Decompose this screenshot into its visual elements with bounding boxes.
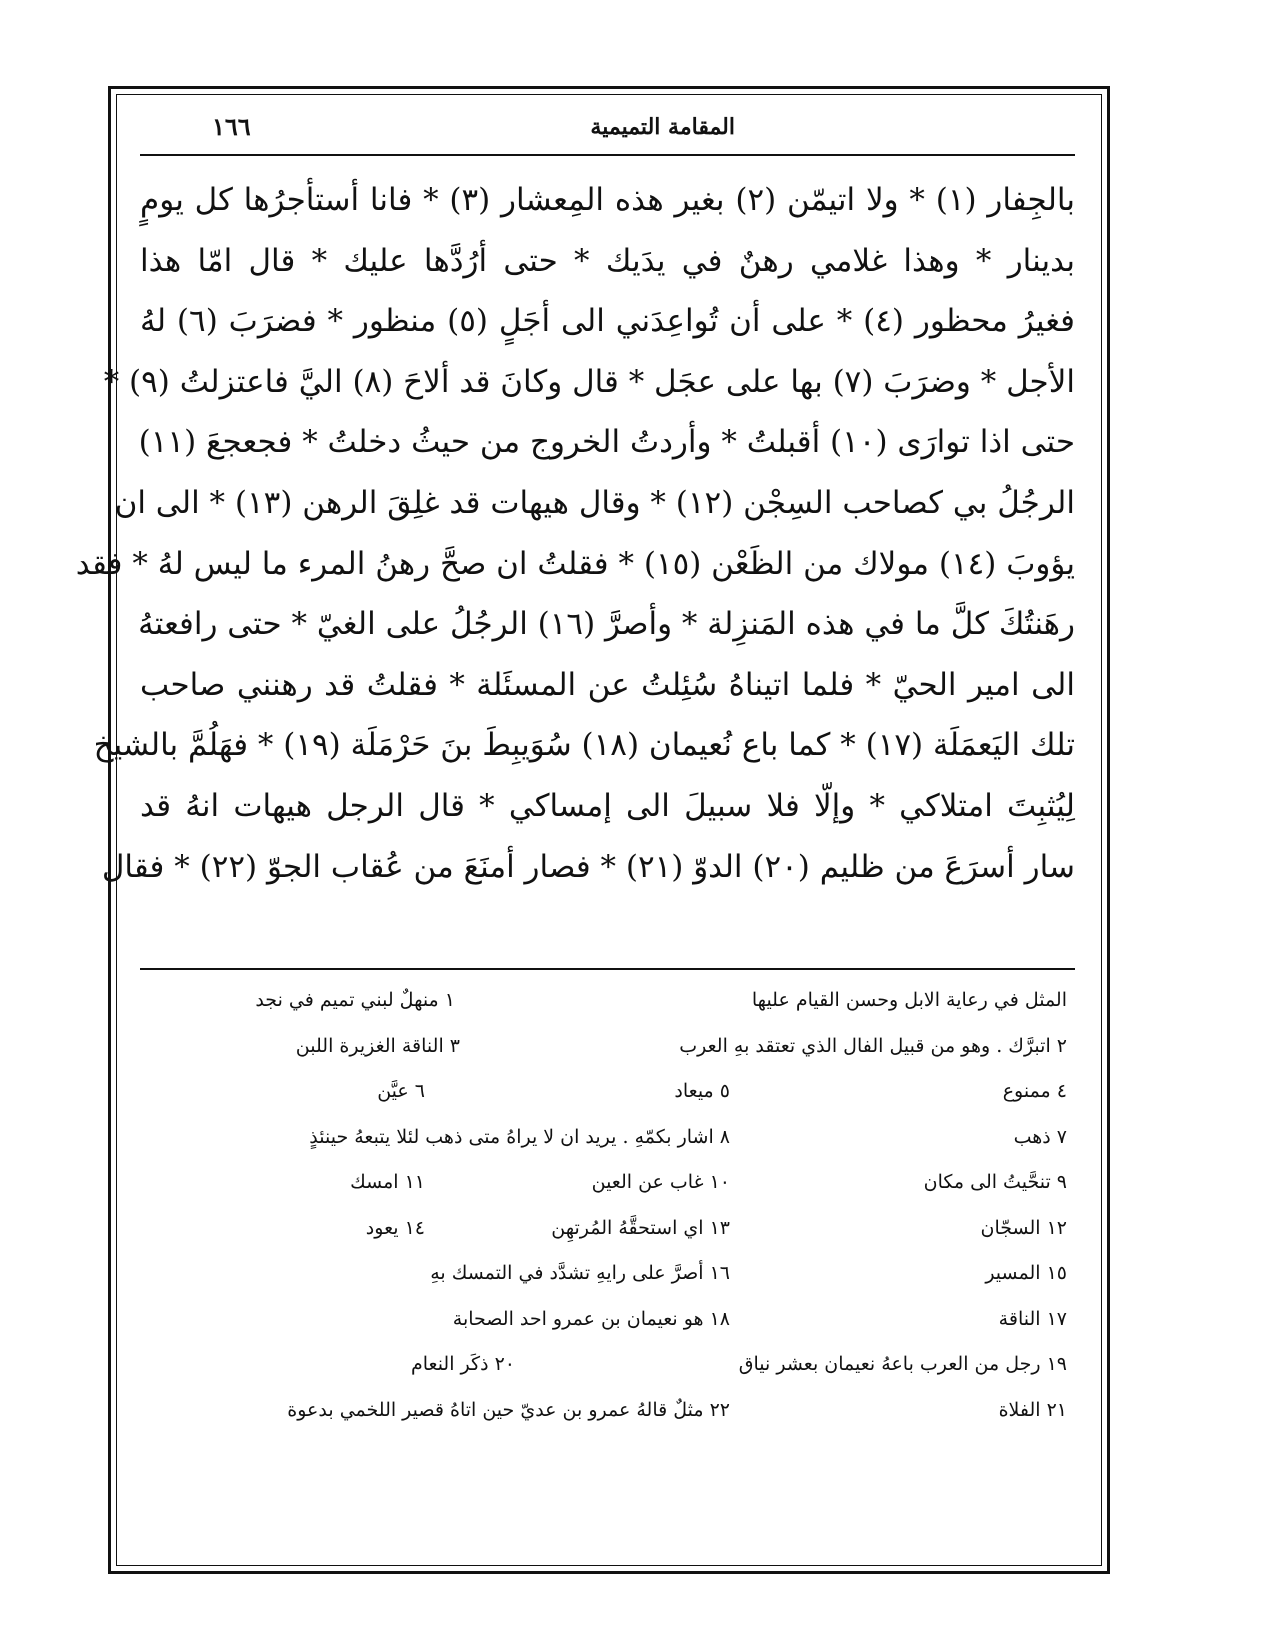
footnote-item: ٣ الناقة الغزيرة اللبن [295, 1034, 460, 1057]
text-line: فغيرُ محظور (٤) * على أن تُواعِدَني الى أجَلٍ (٥) منظور * فضرَبَ (٦) لهُ [140, 303, 1075, 340]
footnote-item: ١٩ رجل من العرب باعهُ نعيمان بعشر نياق [738, 1353, 1067, 1375]
footnotes [140, 978, 1075, 1538]
footnote-item: ٨ اشار بكمّهِ . يريد ان لا يراهُ متى ذهب لئلا يتبعهُ حينئذٍ [309, 1125, 730, 1148]
footnote-item: ٥ ميعاد [674, 1080, 730, 1102]
footnote-item: المثل في رعاية الابل وحسن القيام عليها [751, 989, 1067, 1011]
footnote-item: ١٤ يعود [365, 1216, 425, 1239]
text-line: بالجِفار (١) * ولا اتيمّن (٢) بغير هذه المِعشار (٣) * فانا أستأجرُها كل يومٍ [140, 182, 1075, 218]
footnote-item: ٤ ممنوع [1002, 1080, 1067, 1102]
text-line: يؤوبَ (١٤) مولاك من الظَعْن (١٥) * فقلتُ ان صحَّ رهنُ المرء ما ليس لهُ * فقد [75, 545, 1075, 582]
text-line: بدينار * وهذا غلامي رهنٌ في يدَيك * حتى أرُدَّها عليك * قال امّا هذا [140, 242, 1075, 279]
footnote-item: ١٣ اي استحقَّهُ المُرتهِن [551, 1216, 730, 1239]
page-header [140, 110, 1075, 156]
footnote-item: ١١ امسك [350, 1171, 425, 1193]
text-line: رهَنتُكَ كلَّ ما في هذه المَنزِلة * وأصرَّ (١٦) الرجُلُ على الغيّ * حتى رافعتهُ [138, 606, 1075, 643]
footnote-line [140, 1206, 1075, 1252]
main-text [75, 170, 1075, 958]
footnote-item: ٧ ذهب [1013, 1125, 1067, 1148]
text-line: الرجُلُ بي كصاحب السِجْن (١٢) * وقال هيهات قد غلِقَ الرهن (١٣) * الى ان [114, 484, 1075, 521]
footnote-item: ٢٠ ذكَر النعام [410, 1353, 515, 1375]
footnote-line [140, 1342, 1075, 1388]
footnote-item: ٩ تنحَّيتُ الى مكان [923, 1171, 1067, 1193]
text-line: حتى اذا توارَى (١٠) أقبلتُ * وأردتُ الخروج من حيثُ دخلتُ * فجعجعَ (١١) [138, 424, 1075, 461]
footnote-line [140, 1160, 1075, 1206]
footnote-line [140, 1115, 1075, 1161]
footnote-line [140, 1024, 1075, 1070]
footnote-item: ١٨ هو نعيمان بن عمرو احد الصحابة [452, 1307, 730, 1330]
text-line: الأجل * وضرَبَ (٧) بها على عجَل * قال وكانَ قد ألاحَ (٨) اليَّ فاعتزلتُ (٩) * [103, 363, 1075, 400]
footnote-item: ١٥ المسير [985, 1262, 1067, 1284]
footnote-item: ١٢ السجّان [980, 1216, 1067, 1239]
footnote-line [140, 1069, 1075, 1115]
footnote-line [140, 1388, 1075, 1434]
footnote-item: ٢ اتبرَّك . وهو من قبيل الفال الذي تعتقد بهِ العرب [679, 1034, 1067, 1057]
running-title: المقامة التميمية [590, 114, 735, 140]
footnote-item: ١٠ غاب عن العين [591, 1171, 730, 1193]
footnote-item: ٢١ الفلاة [998, 1398, 1067, 1421]
text-line: الى امير الحيّ * فلما اتيناهُ سُئِلتُ عن المسئَلة * فقلتُ قد رهنني صاحب [140, 666, 1075, 703]
footnote-line [140, 1251, 1075, 1297]
page-number: ١٦٦ [212, 112, 251, 141]
footnote-divider [140, 968, 1075, 970]
text-line: سار أسرَعَ من ظليم (٢٠) الدوّ (٢١) * فصار أمنَعَ من عُقاب الجوّ (٢٢) * فقال [101, 848, 1075, 885]
footnote-line [140, 1297, 1075, 1343]
footnote-item: ٦ عيَّن [377, 1080, 425, 1102]
footnote-item: ١٦ أصرَّ على رايهِ تشدَّد في التمسك بهِ [430, 1262, 730, 1284]
footnote-item: ٢٢ مثلٌ قالهُ عمرو بن عديّ حين اتاهُ قصير اللخمي بدعوة [287, 1398, 730, 1421]
text-line: تلك اليَعمَلَة (١٧) * كما باع نُعيمان (١٨) سُوَيبِطَ بنَ حَرْمَلَة (١٩) * فهَلُمَّ بالشيخ [93, 727, 1075, 764]
footnote-item: ١٧ الناقة [998, 1307, 1067, 1330]
text-line: لِيُثبِتَ امتلاكي * وإلّا فلا سبيلَ الى إمساكي * قال الرجل هيهات انهُ قد [140, 787, 1075, 824]
footnote-item: ١ منهلٌ لبني تميم في نجد [255, 989, 455, 1011]
page-content [75, 110, 1075, 1550]
footnote-line [140, 978, 1075, 1024]
